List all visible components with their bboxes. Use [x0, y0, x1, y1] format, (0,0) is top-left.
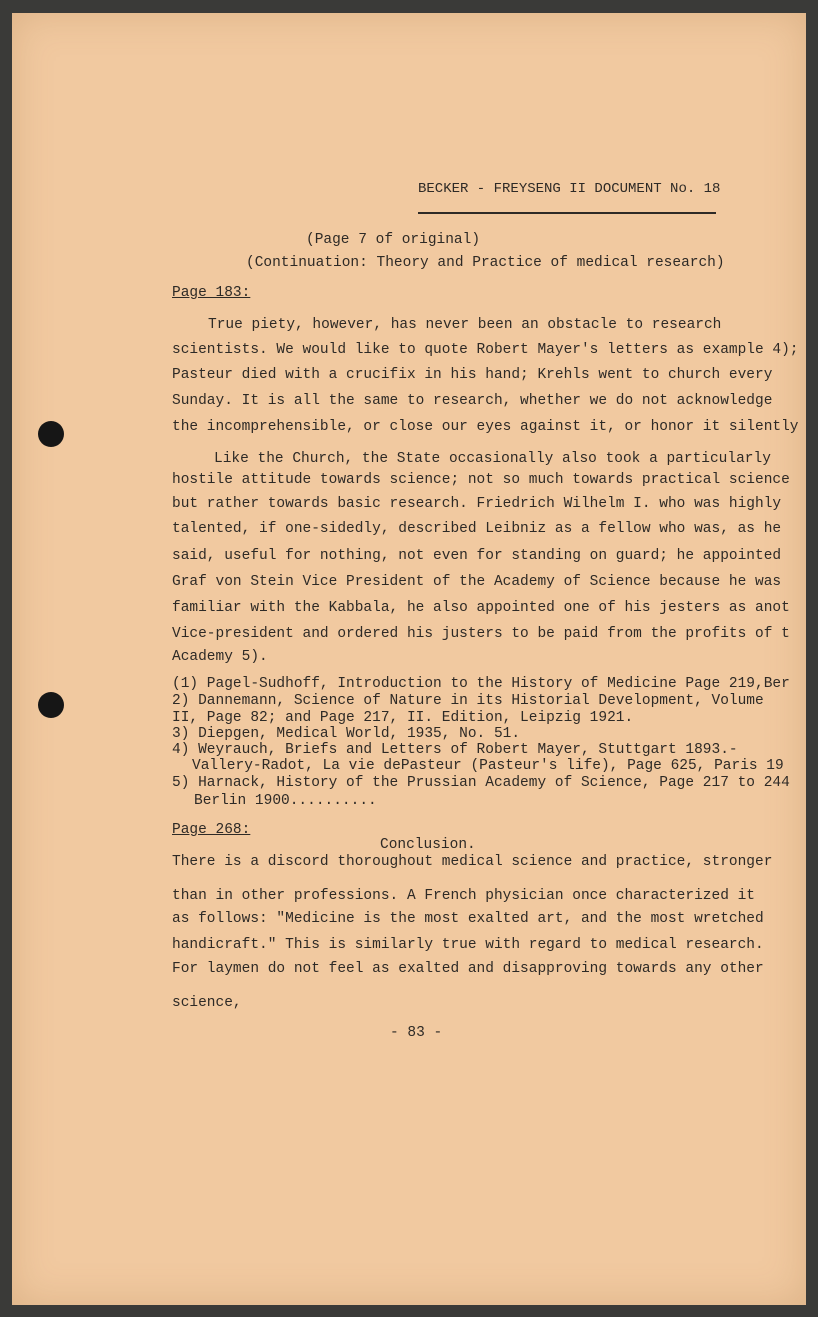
footnote-4: 4) Weyrauch, Briefs and Letters of Robert Mayer, Stuttgart 1893.- — [172, 742, 738, 758]
punch-hole-top — [38, 421, 64, 447]
footnote-4-cont: Vallery-Radot, La vie dePasteur (Pasteur's life), Page 625, Paris 19 — [192, 758, 784, 774]
original-page-note: (Page 7 of original) — [306, 232, 481, 248]
paragraph-2-line-3: but rather towards basic research. Friedrich Wilhelm I. who was highly — [172, 496, 782, 512]
footnote-5: 5) Harnack, History of the Prussian Academy of Science, Page 217 to 244 — [172, 775, 790, 791]
paragraph-2-line-7: familiar with the Kabbala, he also appointed one of his jesters as anot — [172, 600, 790, 616]
page-label-268: Page 268: — [172, 822, 251, 838]
conclusion-heading: Conclusion. — [380, 837, 476, 853]
paragraph-2-line-8: Vice-president and ordered his justers to be paid from the profits of t — [172, 626, 790, 642]
conclusion-line-4: handicraft." This is similarly true with regard to medical research. — [172, 937, 764, 953]
footnote-2: 2) Dannemann, Science of Nature in its Historial Development, Volume — [172, 693, 764, 709]
paragraph-2-line-2: hostile attitude towards science; not so much towards practical science — [172, 472, 790, 488]
paragraph-1-line-3: Pasteur died with a crucifix in his hand; Krehls went to church every — [172, 367, 773, 383]
conclusion-line-5: For laymen do not feel as exalted and disapproving towards any other — [172, 961, 764, 977]
paragraph-2-line-6: Graf von Stein Vice President of the Academy of Science because he was — [172, 574, 782, 590]
conclusion-line-1: There is a discord thoroughout medical science and practice, stronger — [172, 854, 773, 870]
paragraph-1-line-1: True piety, however, has never been an obstacle to research — [208, 317, 722, 333]
paragraph-2-line-4: talented, if one-sidedly, described Leibniz as a fellow who was, as he — [172, 521, 782, 537]
footnote-2-cont: II, Page 82; and Page 217, II. Edition, Leipzig 1921. — [172, 710, 634, 726]
document-id: BECKER - FREYSENG II DOCUMENT No. 18 — [418, 181, 721, 197]
paragraph-1-line-5: the incomprehensible, or close our eyes against it, or honor it silently — [172, 419, 799, 435]
paragraph-1-line-2: scientists. We would like to quote Robert Mayer's letters as example 4); — [172, 342, 799, 358]
conclusion-line-3: as follows: "Medicine is the most exalted art, and the most wretched — [172, 911, 764, 927]
page-label-183: Page 183: — [172, 285, 251, 301]
document-page — [12, 13, 806, 1305]
conclusion-line-6: science, — [172, 995, 242, 1011]
footnote-5-cont: Berlin 1900.......... — [194, 793, 377, 809]
header-underline — [418, 212, 716, 214]
footnote-1: (1) Pagel-Sudhoff, Introduction to the History of Medicine Page 219,Ber — [172, 676, 790, 692]
footnote-3: 3) Diepgen, Medical World, 1935, No. 51. — [172, 726, 521, 742]
punch-hole-bottom — [38, 692, 64, 718]
paragraph-2-line-9: Academy 5). — [172, 649, 268, 665]
conclusion-line-2: than in other professions. A French physician once characterized it — [172, 888, 755, 904]
paragraph-2-line-1: Like the Church, the State occasionally also took a particularly — [214, 451, 771, 467]
paragraph-1-line-4: Sunday. It is all the same to research, whether we do not acknowledge — [172, 393, 773, 409]
continuation-title: (Continuation: Theory and Practice of medical research) — [246, 255, 725, 271]
page-number: - 83 - — [390, 1025, 443, 1041]
paragraph-2-line-5: said, useful for nothing, not even for standing on guard; he appointed — [172, 548, 782, 564]
